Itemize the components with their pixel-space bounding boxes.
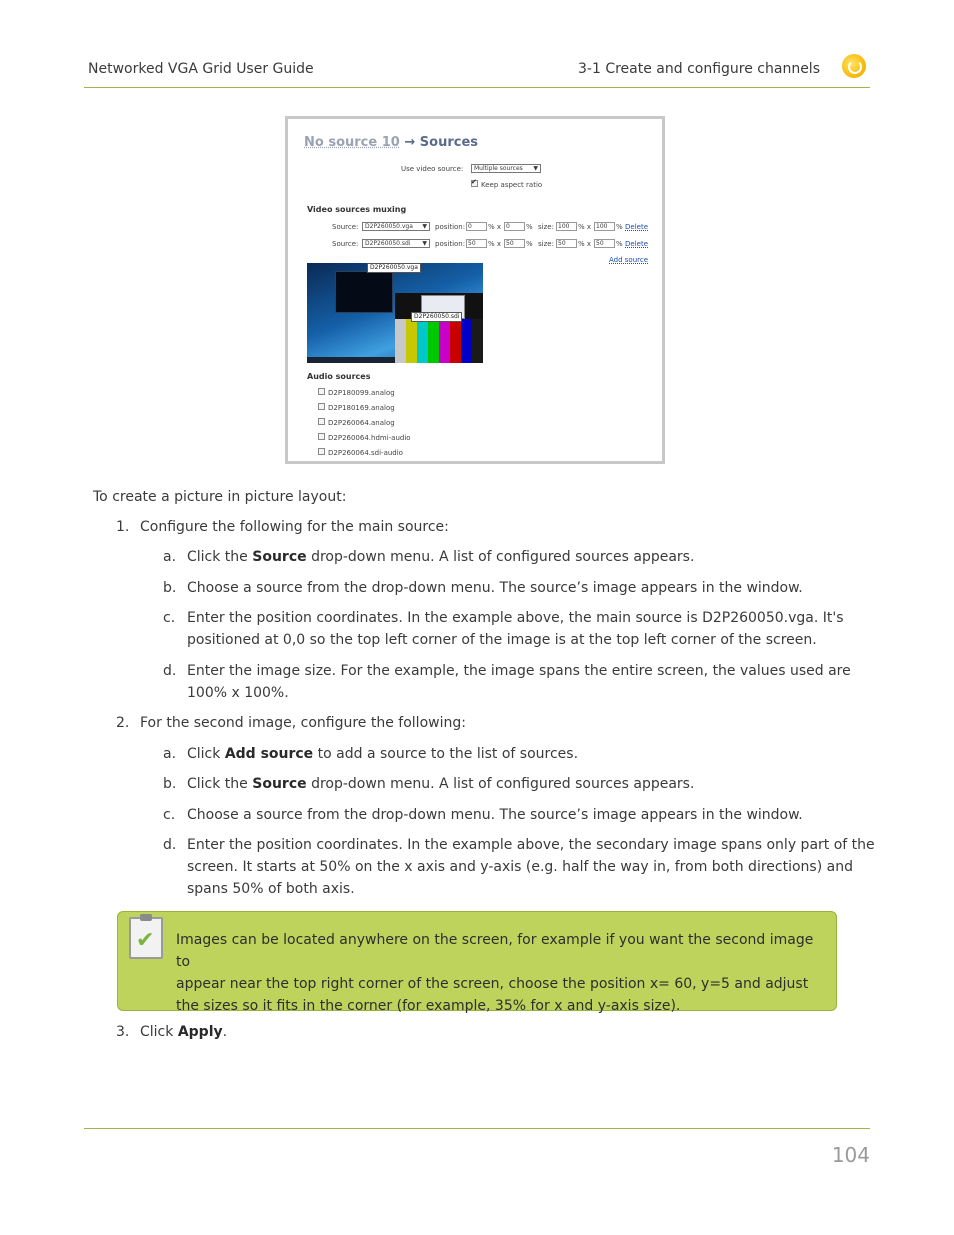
source-value: D2P260050.sdi — [365, 240, 411, 247]
text-run: Click — [187, 746, 225, 762]
position-x-input[interactable]: 0 — [466, 222, 487, 231]
keep-aspect-checkbox[interactable] — [471, 180, 478, 187]
guide-title: Networked VGA Grid User Guide — [88, 61, 314, 77]
size-label: size: — [538, 223, 554, 231]
size-label: size: — [538, 240, 554, 248]
text-run: Click — [140, 1024, 178, 1040]
step2d-line2: screen. It starts at 50% on the x axis and y-axis (e.g. half the way in, from both directions) and — [187, 859, 853, 875]
size-w-input[interactable]: 100 — [556, 222, 577, 231]
step2d-line1: Enter the position coordinates. In the example above, the secondary image spans only part of the — [187, 837, 875, 853]
text-run: to add a source to the list of sources. — [313, 746, 579, 762]
audio-source-label: D2P180099.analog — [328, 389, 395, 397]
text-run: Click the — [187, 549, 253, 565]
step1-text: Configure the following for the main source: — [140, 519, 449, 535]
position-label: position: — [435, 223, 466, 231]
tip-note — [117, 911, 837, 1014]
step1d-line1: Enter the image size. For the example, the image spans the entire screen, the values used are — [187, 663, 851, 679]
text-run: . — [222, 1024, 228, 1040]
color-bar — [395, 319, 406, 363]
color-bar — [472, 319, 483, 363]
audio-source-label: D2P260064.hdmi-audio — [328, 434, 411, 442]
text-run: Click the — [187, 776, 253, 792]
audio-source-label: D2P260064.sdi-audio — [328, 449, 403, 457]
step1b-text: Choose a source from the drop-down menu. The source’s image appears in the window. — [187, 580, 803, 596]
use-video-label: Use video source: — [401, 165, 464, 173]
position-y-input[interactable]: 0 — [504, 222, 525, 231]
substep-letter: b. — [163, 580, 177, 596]
delete-link[interactable]: Delete — [625, 240, 648, 248]
breadcrumb-current: Sources — [419, 135, 479, 150]
step2a-text — [187, 743, 578, 765]
step2d-line3: spans 50% of both axis. — [187, 881, 355, 897]
color-bar — [417, 319, 428, 363]
bold-term: Apply — [177, 1024, 223, 1040]
source-select-second[interactable] — [362, 239, 430, 248]
substep-letter: c. — [163, 610, 176, 626]
audio-section-title: Audio sources — [307, 372, 371, 381]
substep-letter: c. — [163, 807, 176, 823]
color-bars — [395, 319, 483, 363]
audio-checkbox[interactable] — [318, 433, 325, 440]
color-bar — [406, 319, 417, 363]
check-icon: ✔ — [136, 928, 155, 953]
substep-letter: d. — [163, 663, 177, 679]
step-number: 3. — [116, 1024, 130, 1040]
step-number: 1. — [116, 519, 130, 535]
color-bar — [461, 319, 472, 363]
step2b-text — [187, 773, 694, 795]
use-video-select[interactable] — [471, 164, 541, 173]
bold-term: Add source — [224, 746, 314, 762]
color-bar — [450, 319, 461, 363]
use-video-value: Multiple sources — [474, 165, 523, 172]
note-text — [176, 929, 826, 1017]
color-bar — [428, 319, 439, 363]
substep-letter: d. — [163, 837, 177, 853]
audio-checkbox[interactable] — [318, 418, 325, 425]
step3-text — [140, 1021, 227, 1043]
step2c-text: Choose a source from the drop-down menu. The source’s image appears in the window. — [187, 807, 803, 823]
taskbar — [307, 357, 395, 363]
sources-config-screenshot — [285, 116, 665, 464]
position-label: position: — [435, 240, 466, 248]
position-y-input[interactable]: 50 — [504, 239, 525, 248]
source-label: Source: — [332, 223, 359, 231]
note-line: Images can be located anywhere on the screen, for example if you want the second image to — [176, 932, 814, 970]
intro-text: To create a picture in picture layout: — [93, 489, 347, 505]
keep-aspect-label: Keep aspect ratio — [481, 181, 543, 189]
audio-checkbox[interactable] — [318, 388, 325, 395]
pct-x-text: % x — [578, 240, 592, 248]
audio-checkbox[interactable] — [318, 403, 325, 410]
position-x-input[interactable]: 50 — [466, 239, 487, 248]
main-source-tag: D2P260050.vga — [367, 263, 421, 273]
pct-text: % — [616, 223, 623, 231]
page-number: 104 — [831, 1143, 870, 1167]
delete-link[interactable]: Delete — [625, 223, 648, 231]
pct-text: % — [526, 240, 533, 248]
source-value: D2P260050.vga — [365, 223, 413, 230]
step1d-line2: 100% x 100%. — [187, 685, 289, 701]
step1a-text — [187, 546, 694, 568]
chevron-down-icon: ▼ — [422, 223, 427, 230]
note-line: appear near the top right corner of the screen, choose the position x= 60, y=5 and adjust — [176, 976, 809, 992]
breadcrumb-arrow: → — [404, 135, 416, 150]
substep-letter: a. — [163, 746, 177, 762]
text-run: drop-down menu. A list of configured sources appears. — [306, 549, 695, 565]
muxing-section-title: Video sources muxing — [307, 205, 407, 214]
pct-text: % — [526, 223, 533, 231]
text-run: drop-down menu. A list of configured sources appears. — [306, 776, 695, 792]
color-bar — [439, 319, 450, 363]
breadcrumb — [304, 135, 478, 150]
note-line: the sizes so it fits in the corner (for example, 35% for x and y-axis size). — [176, 998, 681, 1014]
video-preview — [307, 263, 483, 363]
audio-source-label: D2P260064.analog — [328, 419, 395, 427]
epiphan-logo-icon — [842, 54, 866, 78]
pct-x-text: % x — [488, 240, 502, 248]
pct-x-text: % x — [488, 223, 502, 231]
audio-checkbox[interactable] — [318, 448, 325, 455]
substep-letter: a. — [163, 549, 177, 565]
page-header — [84, 52, 870, 88]
step2-text: For the second image, configure the following: — [140, 715, 466, 731]
source-label: Source: — [332, 240, 359, 248]
step1c-line2: positioned at 0,0 so the top left corner of the image is at the top left corner of the screen. — [187, 632, 817, 648]
second-source-tag: D2P260050.sdi — [411, 312, 462, 322]
size-h-input[interactable]: 50 — [594, 239, 615, 248]
section-title: 3-1 Create and configure channels — [578, 61, 820, 77]
step1c-line1: Enter the position coordinates. In the example above, the main source is D2P260050.vga. It's — [187, 610, 844, 626]
bold-term: Source — [252, 549, 307, 565]
substep-letter: b. — [163, 776, 177, 792]
source-select-main[interactable] — [362, 222, 430, 231]
size-w-input[interactable]: 50 — [556, 239, 577, 248]
footer-divider — [84, 1128, 870, 1129]
audio-source-label: D2P180169.analog — [328, 404, 395, 412]
bold-term: Source — [252, 776, 307, 792]
chevron-down-icon: ▼ — [422, 240, 427, 247]
add-source-link[interactable]: Add source — [609, 256, 649, 264]
breadcrumb-channel-link[interactable]: No source 10 — [304, 135, 400, 150]
pct-text: % — [616, 240, 623, 248]
size-h-input[interactable]: 100 — [594, 222, 615, 231]
pct-x-text: % x — [578, 223, 592, 231]
chevron-down-icon: ▼ — [533, 165, 538, 172]
desktop-window — [335, 271, 393, 313]
clipboard-check-icon — [129, 917, 163, 959]
step-number: 2. — [116, 715, 130, 731]
